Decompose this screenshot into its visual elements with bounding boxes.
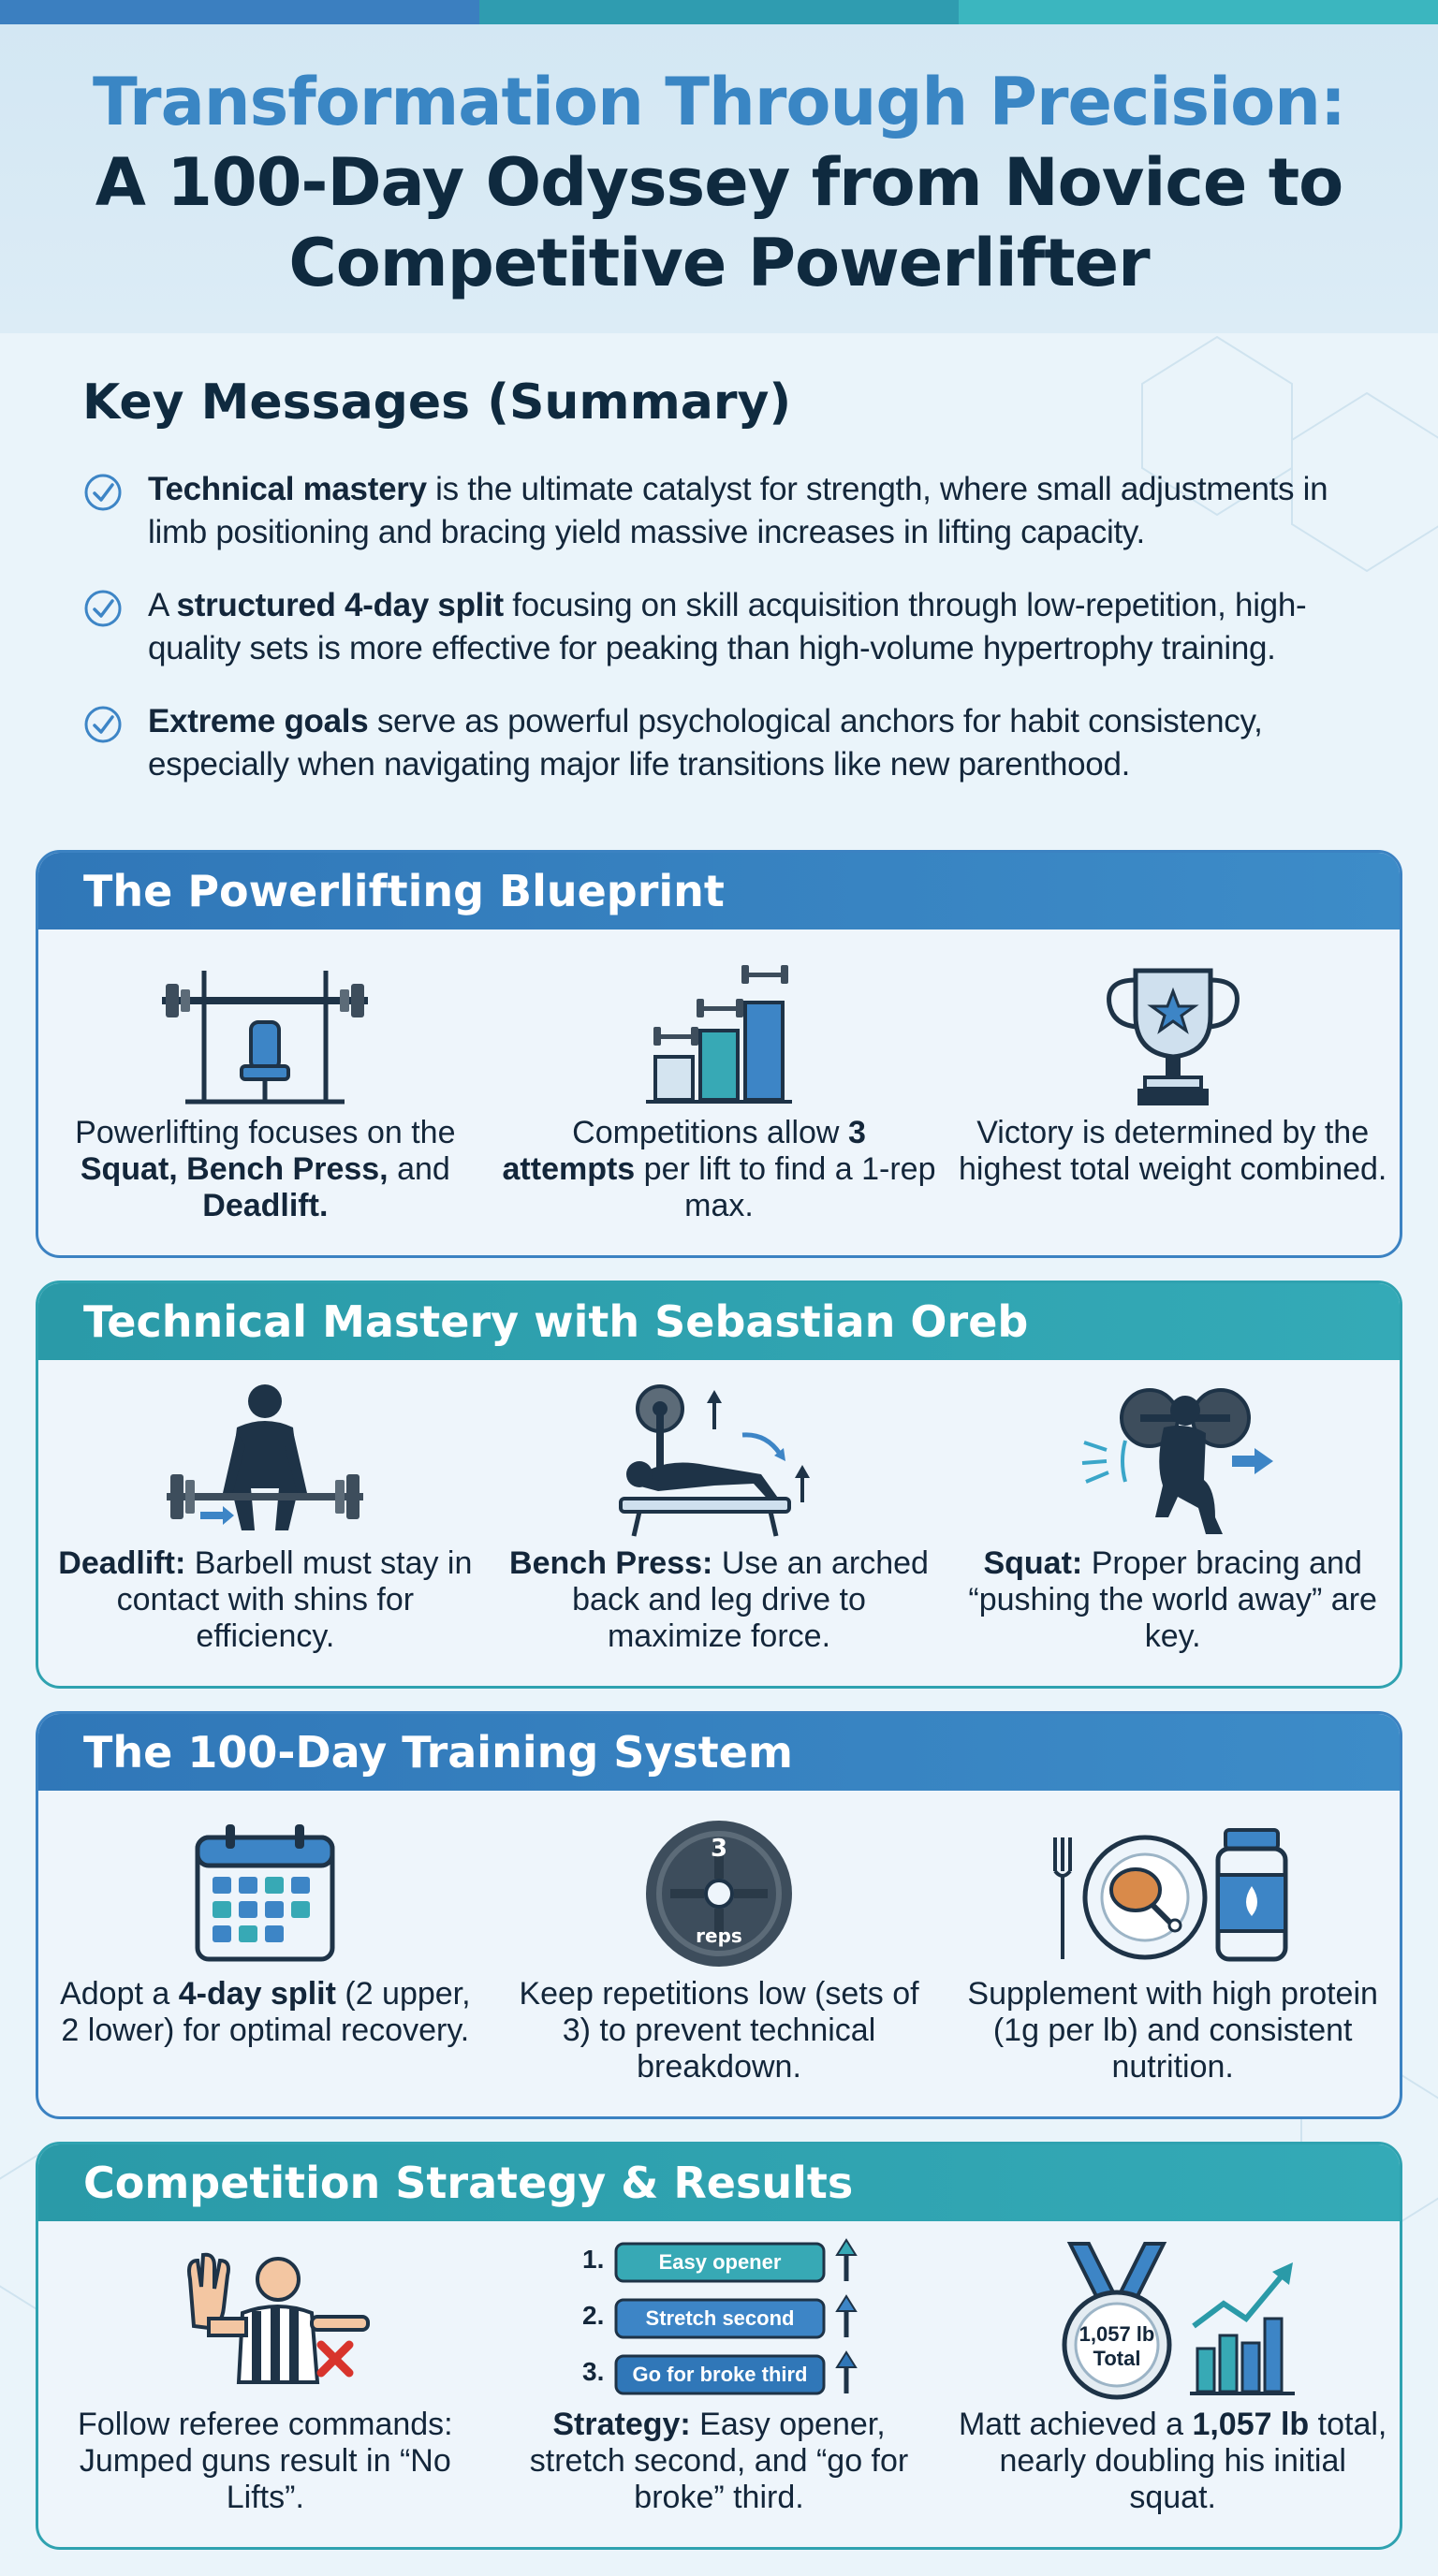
check-circle-icon	[82, 588, 124, 629]
card-deadlift	[38, 1360, 492, 1686]
weight-plate-icon	[642, 1817, 796, 1970]
step-number: 1.	[582, 2245, 605, 2274]
card-squat	[946, 1360, 1400, 1686]
referee-stop-icon	[153, 2242, 377, 2401]
card-caption: Powerlifting focuses on the Squat, Bench Press, and Deadlift.	[75, 1115, 456, 1223]
meal-supplement-icon	[1042, 1819, 1304, 1972]
card-caption: Deadlift: Barbell must stay in contact with shins for efficiency.	[58, 1545, 473, 1654]
card-caption: Follow referee commands: Jumped guns result in “No Lifts”.	[78, 2407, 453, 2515]
plate-label: reps	[696, 1925, 742, 1947]
card-caption: Supplement with high protein (1g per lb) and consistent nutrition.	[967, 1976, 1378, 2085]
medal-value: 1,057 lb	[1078, 2322, 1155, 2346]
section-title: Competition Strategy & Results	[38, 2144, 1400, 2221]
top-accent-bar	[0, 0, 1438, 24]
key-message-text: Extreme goals serve as powerful psychological anchors for habit consistency, especially when navigating major life transitions like new parenthood.	[148, 703, 1263, 783]
card-bench-press	[492, 1360, 946, 1686]
title-line-2: A 100-Day Odyssey from Novice to	[95, 144, 1343, 221]
key-messages-title: Key Messages (Summary)	[82, 374, 792, 431]
step-label: Go for broke third	[632, 2363, 808, 2386]
squat-figure-icon	[1065, 1377, 1281, 1542]
step-number: 2.	[582, 2301, 605, 2330]
title-line-1: Transformation Through Precision:	[92, 64, 1345, 140]
card-caption: Matt achieved a 1,057 lb total, nearly doubling his initial squat.	[958, 2407, 1387, 2515]
podium-dumbbells-icon	[635, 958, 803, 1113]
card-reps	[492, 1791, 946, 2116]
medal-label: Total	[1093, 2347, 1141, 2370]
page-header	[0, 24, 1438, 333]
card-caption: Keep repetitions low (sets of 3) to prevent technical breakdown.	[519, 1976, 919, 2085]
card-nutrition	[946, 1791, 1400, 2116]
section-title: Technical Mastery with Sebastian Oreb	[38, 1283, 1400, 1360]
card-caption: Adopt a 4-day split (2 upper, 2 lower) for optimal recovery.	[60, 1976, 471, 2048]
card-caption: Strategy: Easy opener, stretch second, and “go for broke” third.	[529, 2407, 909, 2515]
check-circle-icon	[82, 704, 124, 745]
key-message-item	[82, 584, 1374, 670]
card-split	[38, 1791, 492, 2116]
section-technical-mastery	[36, 1281, 1402, 1689]
section-title: The Powerlifting Blueprint	[38, 853, 1400, 929]
card-victory	[946, 929, 1400, 1255]
squat-rack-bench-icon	[153, 961, 377, 1111]
step-label: Easy opener	[658, 2250, 782, 2274]
medal-chart-icon	[1033, 2238, 1313, 2401]
card-caption: Victory is determined by the highest total weight combined.	[958, 1115, 1387, 1187]
card-results	[946, 2221, 1400, 2547]
card-caption: Squat: Proper bracing and “pushing the world away” are key.	[968, 1545, 1377, 1654]
card-caption: Bench Press: Use an arched back and leg drive to maximize force.	[509, 1545, 929, 1654]
key-message-text: A structured 4-day split focusing on skill acquisition through low-repetition, high-quality sets is more effective for peaking than high-volume hypertrophy training.	[148, 587, 1307, 666]
deadlift-figure-icon	[148, 1381, 382, 1540]
section-title: The 100-Day Training System	[38, 1714, 1400, 1791]
attempt-steps-icon	[569, 2234, 869, 2403]
card-strategy	[492, 2221, 946, 2547]
key-messages-list	[82, 468, 1374, 816]
trophy-icon	[1098, 959, 1248, 1113]
section-competition-strategy	[36, 2142, 1402, 2550]
section-powerlifting-blueprint	[36, 850, 1402, 1258]
card-attempts	[492, 929, 946, 1255]
key-message-item	[82, 700, 1374, 786]
card-caption: Competitions allow 3 attempts per lift to find a 1-rep max.	[502, 1115, 936, 1223]
section-training-system	[36, 1711, 1402, 2119]
plate-number: 3	[710, 1835, 728, 1863]
bench-press-figure-icon	[602, 1381, 836, 1542]
key-message-text: Technical mastery is the ultimate catalyst for strength, where small adjustments in limb positioning and bracing yield massive increases in lifting capacity.	[148, 471, 1328, 550]
key-message-item	[82, 468, 1374, 554]
card-referee	[38, 2221, 492, 2547]
card-lifts	[38, 929, 492, 1255]
calendar-icon	[190, 1819, 340, 1969]
step-number: 3.	[582, 2357, 605, 2386]
check-circle-icon	[82, 472, 124, 513]
step-label: Stretch second	[645, 2306, 795, 2330]
title-line-3: Competitive Powerlifter	[288, 225, 1150, 301]
